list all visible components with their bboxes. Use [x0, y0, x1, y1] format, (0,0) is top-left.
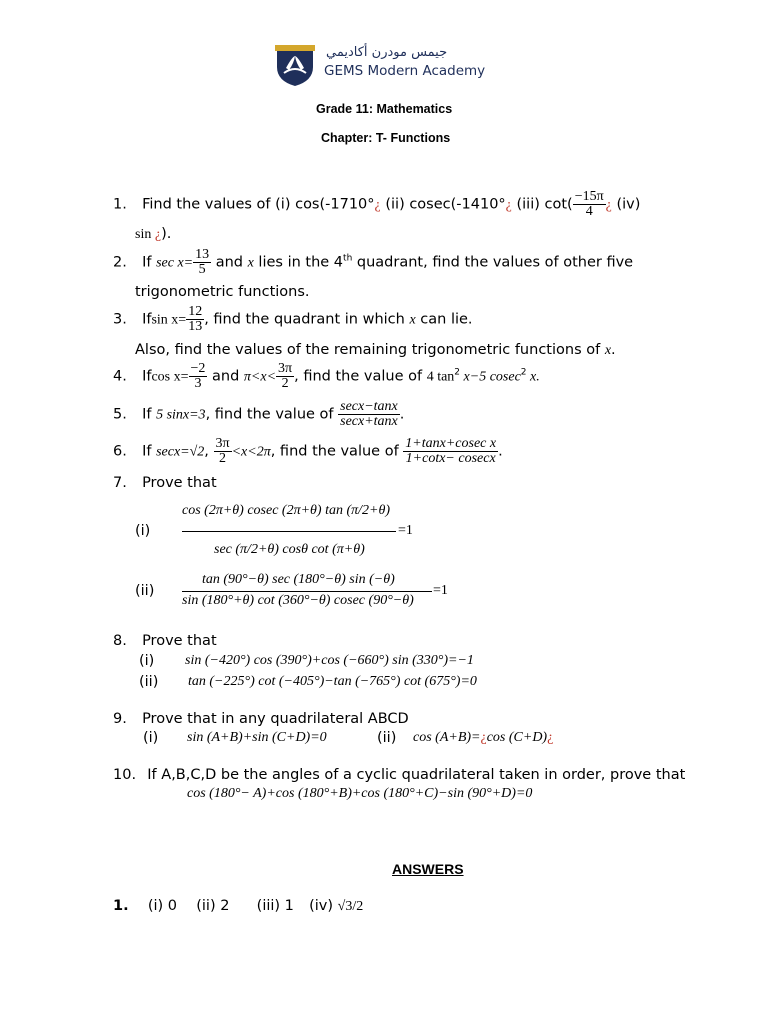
logo-english: GEMS Modern Academy — [324, 63, 486, 79]
question-3: 3. Ifsin x= $\frac{12}{13}$ , find the quadrant in which x can lie. — [113, 304, 473, 334]
answers-heading: ANSWERS — [392, 861, 464, 877]
question-text: (ii) cosec(-1410° — [380, 196, 506, 213]
question-10: 10. If A,B,C,D be the angles of a cyclic quadrilateral taken in order, prove that — [113, 767, 686, 783]
answer-1: 1. (i) 0 (ii) 2 (iii) 1 (iv) √3/2 — [113, 898, 364, 914]
q7-i-rhs: =1 — [398, 523, 413, 538]
question-6: 6. If secx=√2, $\frac{3\pi}{2}$ <x<2π, find the value of $\frac{\text{1+tanx+cosec x}}{1+\cot x- cosecx}$ . — [113, 436, 503, 466]
question-4: 4. Ifcos x= $\frac{-2}{3}$ and π<x< $\frac{3\pi}{2}$ , find the value of 4 $\tan^2 x-5$ cosec$^2$ x. — [113, 361, 540, 391]
question-number: 5. — [113, 406, 127, 423]
question-1 — [113, 190, 640, 219]
question-text: (iv) — [611, 196, 641, 213]
q7-ii-numerator: tan (90°−θ) sec (180°−θ) sin (−θ) — [202, 572, 395, 587]
q9-ii-expr: cos (A+B)=¿cos (C+D)¿ — [413, 730, 554, 745]
grade-heading: Grade 11: Mathematics — [316, 102, 453, 116]
glyph: ¿ — [605, 197, 612, 213]
q8-ii-expr: tan (−225°) cot (−405°)−tan (−765°) cot (675°)=0 — [188, 674, 477, 689]
q9-i-expr: sin (A+B)+sin (C+D)=0 — [187, 730, 327, 745]
question-number: 3. — [113, 311, 127, 328]
question-2-line2: trigonometric functions. — [135, 284, 310, 300]
q8-i-expr: sin (−420°) cos (390°)+cos (−660°) sin (330°)=−1 — [185, 653, 474, 668]
q7-i-label: (i) — [135, 523, 151, 539]
question-number: 2. — [113, 254, 127, 271]
logo-arabic: جيمس مودرن أكاديمي — [326, 45, 448, 60]
q7-ii-label: (ii) — [135, 583, 155, 599]
fraction: $\frac{-15\pi}{4}$ — [574, 189, 604, 219]
q10-expr: cos (180°− A)+cos (180°+B)+cos (180°+C)−sin (90°+D)=0 — [187, 786, 533, 801]
q8-ii-label: (ii) — [139, 674, 159, 690]
chapter-heading: Chapter: T- Functions — [321, 131, 451, 145]
question-2: 2. If sec x= $\frac{13}{5}$ and x lies in the 4th quadrant, find the values of other five — [113, 247, 634, 277]
q7-i-denominator: sec (π/2+θ) cosθ cot (π+θ) — [214, 542, 365, 557]
question-9: 9. Prove that in any quadrilateral ABCD — [113, 711, 409, 727]
q7-ii-rhs: =1 — [433, 583, 448, 598]
question-8: 8. Prove that — [113, 633, 217, 649]
fraction-bar — [182, 591, 432, 592]
gems-shield-icon — [272, 43, 318, 87]
q9-i-label: (i) — [143, 730, 159, 746]
glyph: ¿ — [374, 197, 381, 213]
q9-ii-label: (ii) — [377, 730, 397, 746]
logo — [272, 43, 318, 87]
fraction-bar — [182, 531, 396, 532]
q7-i-numerator: cos (2π+θ) cosec (2π+θ) tan (π/2+θ) — [182, 503, 391, 518]
question-number: 9. — [113, 711, 127, 727]
question-text: (iii) cot( — [511, 196, 573, 213]
question-number: 8. — [113, 633, 127, 649]
question-number: 1. — [113, 196, 127, 213]
question-text: Find the values of (i) cos(-1710° — [142, 196, 375, 213]
question-number: 4. — [113, 368, 127, 385]
question-number: 6. — [113, 443, 127, 460]
question-number: 7. — [113, 475, 127, 491]
q8-i-label: (i) — [139, 653, 155, 669]
question-5: 5. If 5 sinx=3, find the value of $\frac{\sec x-\tan x}{\sec x+\tan x}$ . — [113, 399, 405, 429]
question-number: 10. — [113, 767, 137, 783]
q7-ii-denominator: sin (180°+θ) cot (360°−θ) cosec (90°−θ) — [182, 593, 414, 608]
question-1-line2: sin ¿). — [135, 226, 172, 242]
question-3-line2: Also, find the values of the remaining trigonometric functions of x. — [135, 342, 616, 358]
question-7: 7. Prove that — [113, 475, 217, 491]
glyph: ¿ — [505, 197, 512, 213]
